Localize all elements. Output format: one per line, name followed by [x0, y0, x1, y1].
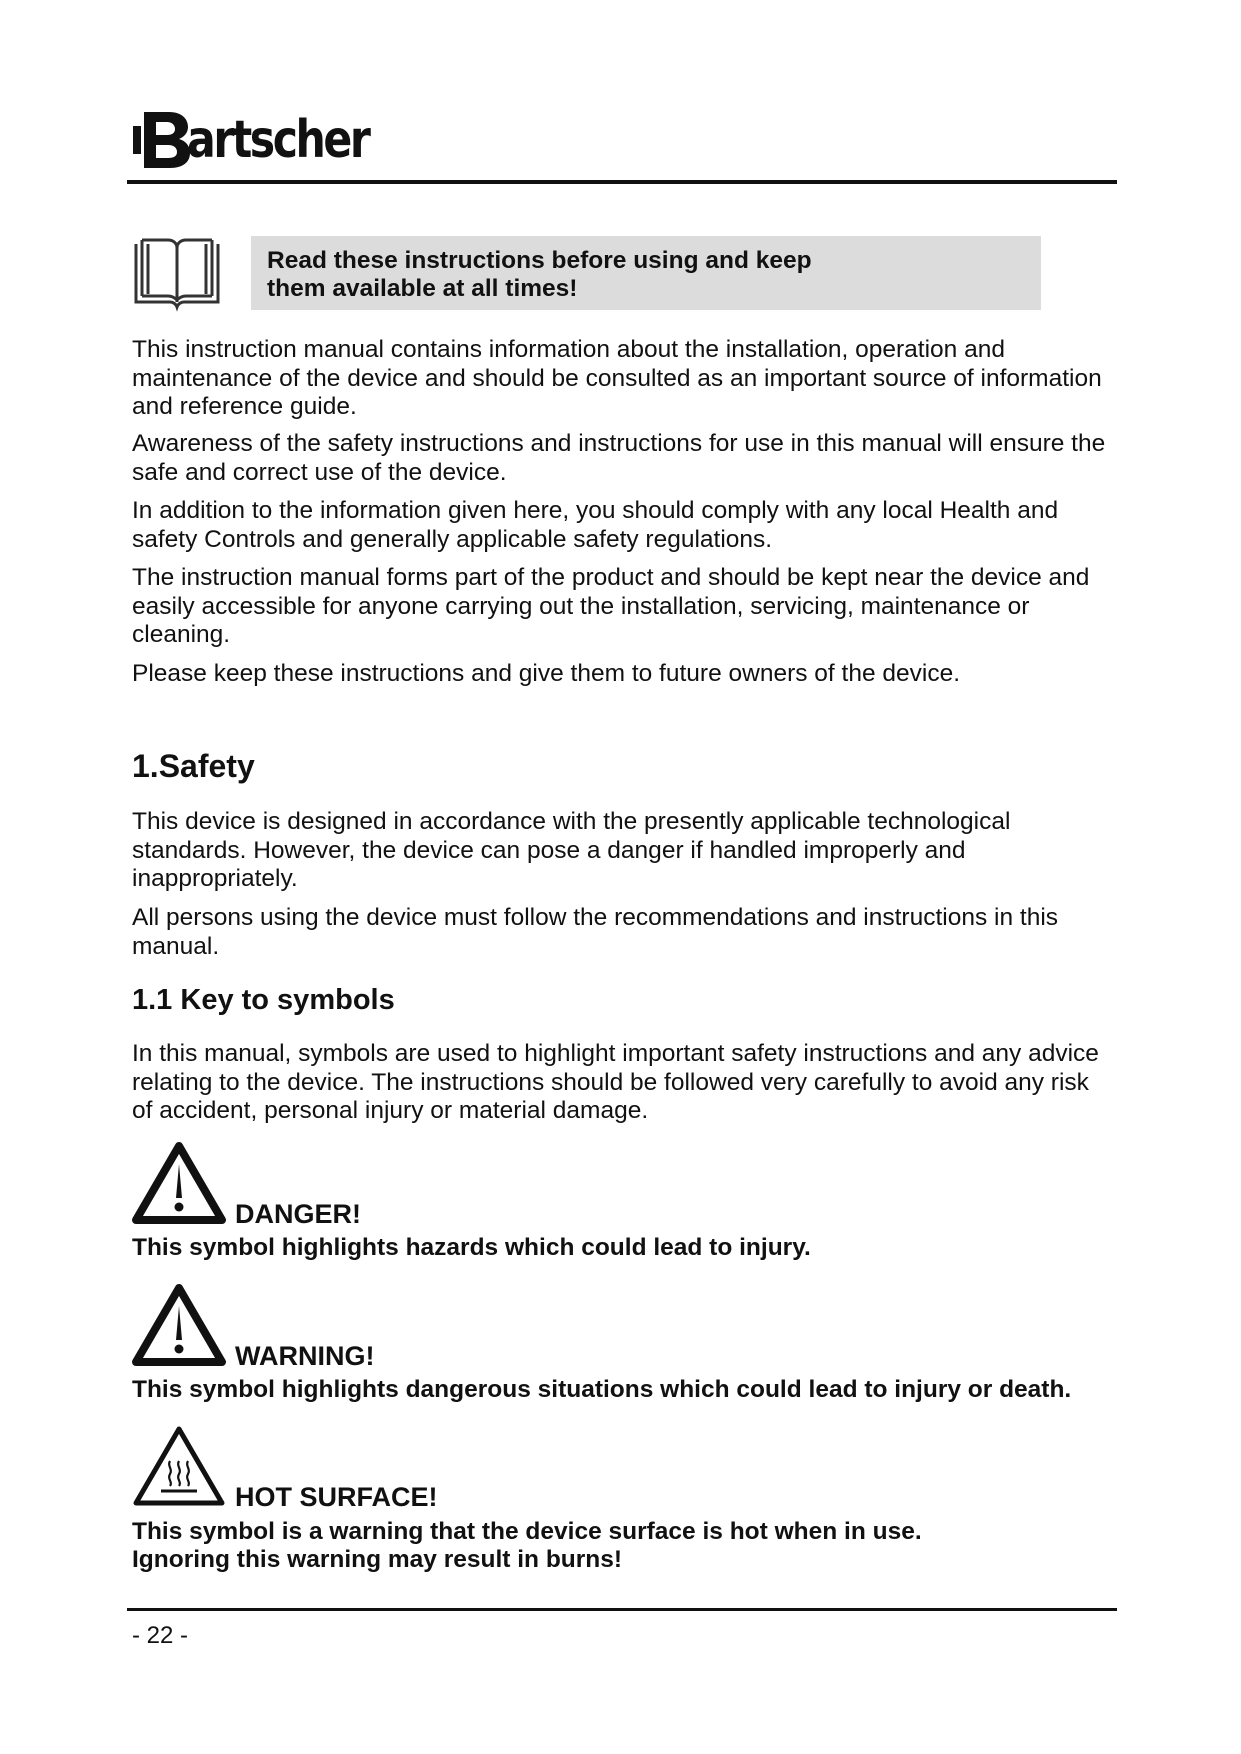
intro-paragraph-5: Please keep these instructions and give them to future owners of the device. [132, 660, 961, 687]
intro-paragraph-2: Awareness of the safety instructions and instructions for use in this manual will ensure the safe and correct use of the device. [132, 430, 1106, 486]
safety-heading: 1.Safety [132, 748, 255, 784]
safety-paragraph-1: This device is designed in accordance with the presently applicable technological standards. However, the device can pose a danger if handled improperly and inappropriately. [132, 808, 1011, 892]
footer-divider [127, 1608, 1117, 1611]
notice-line-2: them available at all times! [267, 275, 578, 302]
warning-title: WARNING! [235, 1341, 375, 1371]
danger-title: DANGER! [235, 1199, 361, 1229]
brand-name: artscher [187, 110, 369, 170]
warning-triangle-icon [132, 1282, 226, 1368]
hot-surface-description-line-1: This symbol is a warning that the device surface is hot when in use. [132, 1518, 922, 1545]
hot-surface-description-line-2: Ignoring this warning may result in burns! [132, 1546, 623, 1573]
intro-paragraph-3: In addition to the information given here, you should comply with any local Health and safety Controls and generally applicable safety regulations. [132, 497, 1059, 553]
notice-line-1: Read these instructions before using and keep [267, 247, 812, 274]
safety-paragraph-2: All persons using the device must follow the recommendations and instructions in this manual. [132, 904, 1059, 960]
hot-surface-title: HOT SURFACE! [235, 1482, 438, 1512]
danger-description: This symbol highlights hazards which could lead to injury. [132, 1234, 811, 1261]
intro-paragraph-1: This instruction manual contains information about the installation, operation and maintenance of the device and should be consulted as an important source of information and reference guide. [132, 336, 1102, 420]
page-number: - 22 - [132, 1622, 189, 1649]
danger-warning-triangle-icon [132, 1140, 226, 1226]
svg-text:B: B [133, 108, 134, 109]
key-to-symbols-heading: 1.1 Key to symbols [132, 984, 395, 1016]
warning-description: This symbol highlights dangerous situations which could lead to injury or death. [132, 1376, 1072, 1403]
brand-logo [133, 100, 408, 180]
hot-surface-triangle-icon [132, 1423, 226, 1509]
open-book-icon [132, 236, 222, 312]
bartscher-logo-icon [133, 108, 193, 172]
read-instructions-notice [251, 236, 1041, 310]
key-to-symbols-intro: In this manual, symbols are used to highlight important safety instructions and any advice relating to the device. The instructions should be followed very carefully to avoid any risk of accident, personal injury or material damage. [132, 1040, 1099, 1124]
intro-paragraph-4: The instruction manual forms part of the product and should be kept near the device and easily accessible for anyone carrying out the installation, servicing, maintenance or cleaning. [132, 564, 1090, 648]
header-divider [127, 180, 1117, 184]
